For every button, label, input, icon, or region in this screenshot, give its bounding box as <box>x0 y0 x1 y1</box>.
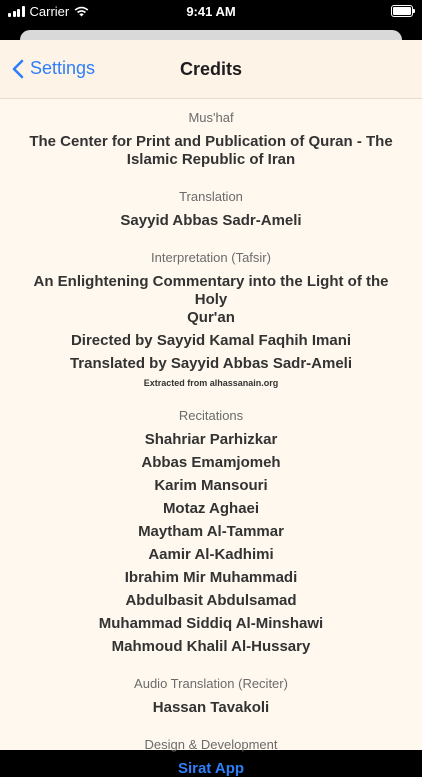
credit-line: The Center for Print and Publication of Quran - The <box>29 133 393 150</box>
reciter-name: Maytham Al-Tammar <box>138 523 284 540</box>
navigation-bar <box>0 40 422 99</box>
credit-line: Sayyid Abbas Sadr-Ameli <box>120 212 302 229</box>
reciter-name: Shahriar Parhizkar <box>144 431 278 448</box>
reciter-name: Motaz Aghaei <box>162 500 260 517</box>
status-time: 9:41 AM <box>186 4 236 19</box>
credit-line: Translated by Sayyid Abbas Sadr-Ameli <box>69 355 353 372</box>
section-heading: Audio Translation (Reciter) <box>134 676 288 691</box>
section-recitations <box>0 408 422 656</box>
section-interpretation <box>0 250 422 388</box>
back-label: Settings <box>30 58 96 78</box>
credit-line: An Enlightening Commentary into the Light of the Holy <box>33 273 389 308</box>
section-design <box>0 737 422 777</box>
battery-icon <box>391 5 413 17</box>
source-note: Extracted from alhassanain.org <box>143 378 279 388</box>
reciter-name: Aamir Al-Kadhimi <box>148 546 274 563</box>
page-title: Credits <box>179 59 242 79</box>
section-heading: Design & Development <box>144 737 278 752</box>
section-audio-translation <box>0 676 422 717</box>
status-bar <box>0 0 422 22</box>
section-heading: Mus'haf <box>188 110 234 125</box>
carrier-label: Carrier <box>29 4 70 19</box>
credits-sheet <box>0 40 422 777</box>
reciter-name: Karim Mansouri <box>154 477 268 494</box>
developer-link[interactable]: Sirat App <box>177 760 245 777</box>
credit-line: Hassan Tavakoli <box>152 699 270 716</box>
section-heading: Translation <box>179 189 243 204</box>
section-mushaf <box>0 110 422 169</box>
credit-line: Directed by Sayyid Kamal Faqhih Imani <box>70 332 352 349</box>
credits-list <box>0 99 422 777</box>
section-heading: Interpretation (Tafsir) <box>151 250 271 265</box>
reciter-name: Abbas Emamjomeh <box>141 454 281 471</box>
section-translation <box>0 189 422 230</box>
reciter-name: Ibrahim Mir Muhammadi <box>124 569 298 586</box>
reciter-name: Muhammad Siddiq Al-Minshawi <box>98 615 324 632</box>
reciter-name: Abdulbasit Abdulsamad <box>125 592 297 609</box>
reciter-name: Mahmoud Khalil Al-Hussary <box>111 638 311 655</box>
credit-line: Qur'an <box>187 309 235 326</box>
section-heading: Recitations <box>178 408 244 423</box>
credit-line: Islamic Republic of Iran <box>126 151 296 168</box>
